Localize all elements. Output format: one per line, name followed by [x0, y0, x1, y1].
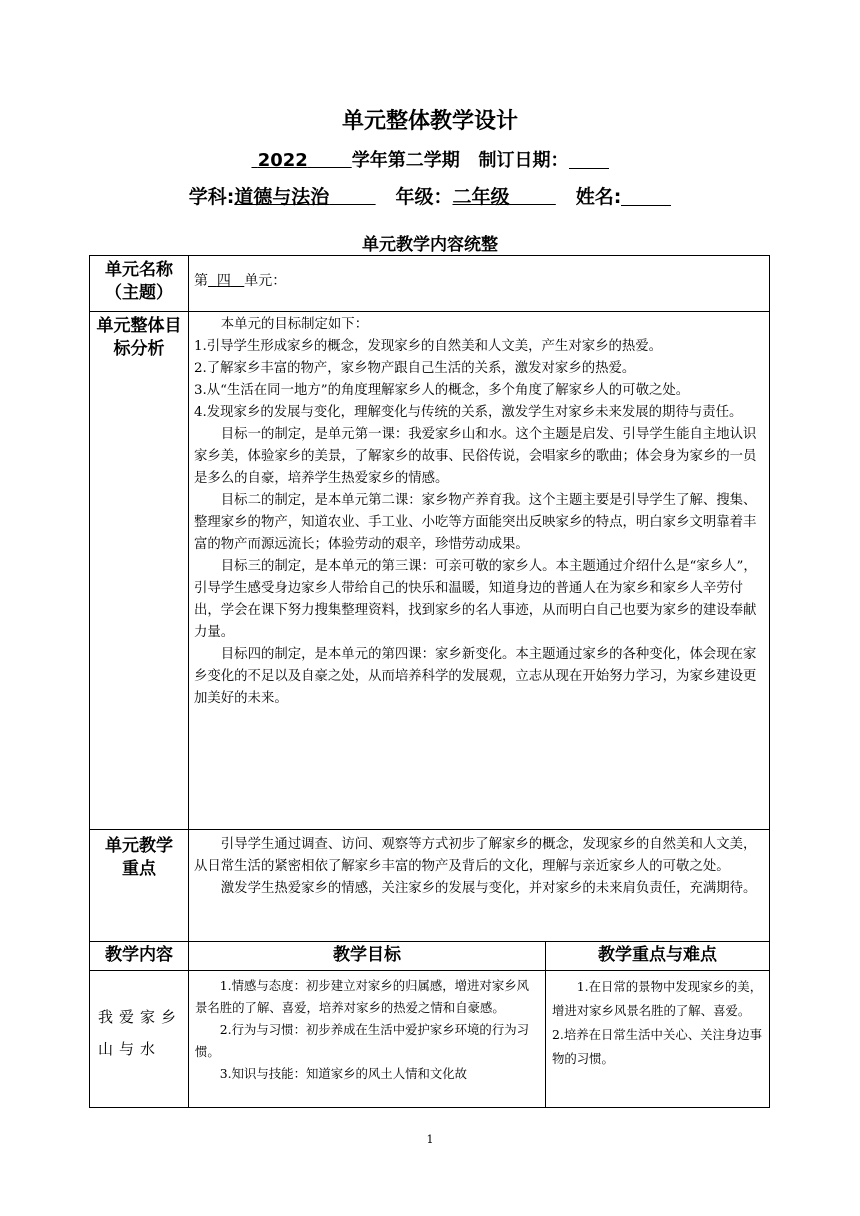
header-goals: 教学目标 [189, 942, 546, 970]
grade-value: 二年级 [452, 186, 510, 208]
table-row [90, 970, 769, 1107]
lesson-focus-item: 2.培养在日常生活中关心、关注身边事物的习惯。 [552, 1027, 763, 1066]
goal-paragraph: 目标二的制定，是本单元第二课：家乡物产养育我。这个主题主要是引导学生了解、搜集、整理家乡的物产，知道农业、手工业、小吃等方面能突出反映家乡的特点，明白家乡文明靠着丰富的物产而源远流长；体验劳动的艰辛，珍惜劳动成果。 [194, 493, 757, 552]
lesson-focus [546, 971, 769, 1107]
unit-name-value: 第 四 单元： [194, 273, 287, 289]
goal-paragraph: 1.引导学生形成家乡的概念，发现家乡的自然美和人文美，产生对家乡的热爱。 [194, 339, 663, 354]
grade-label: 年级： [395, 186, 453, 208]
lesson-goal-item: 2.行为与习惯：初步养成在生活中爱护家乡环境的行为习惯。 [195, 1022, 529, 1059]
goal-paragraph: 2.了解家乡丰富的物产，家乡物产跟自己生活的关系，激发对家乡的热爱。 [194, 361, 636, 376]
goal-paragraph: 3.从“生活在同一地方”的角度理解家乡人的概念，多个角度了解家乡人的可敬之处。 [194, 383, 690, 398]
semester-line [0, 146, 860, 172]
header-focus: 教学重点与难点 [598, 945, 717, 965]
document-title: 单元整体教学设计 [341, 109, 518, 134]
unit-name-row [90, 256, 769, 311]
unit-focus-text [189, 830, 769, 941]
semester-label: 学年第二学期 [351, 150, 460, 171]
lesson-focus-item: 1.在日常的景物中发现家乡的美，增进对家乡风景名胜的了解、喜爱。 [552, 979, 763, 1018]
goal-paragraph: 4.发现家乡的发展与变化，理解变化与传统的关系，激发学生对家乡未来发展的期待与责任。 [194, 405, 743, 420]
lesson-goals [189, 971, 546, 1107]
date-label: 制订日期： [478, 150, 569, 171]
goal-paragraph: 目标四的制定，是本单元的第四课：家乡新变化。本主题通过家乡的各种变化，体会现在家乡变化的不足以及自豪之处，从而培养科学的发展观，立志从现在开始努力学习，为家乡建设更加美好的未来。 [194, 647, 757, 706]
subject-label: 学科: [188, 186, 235, 208]
goal-paragraph: 目标一的制定，是单元第一课：我爱家乡山和水。这个主题是启发、引导学生能自主地认识家乡美，体验家乡的美景，了解家乡的故事、民俗传说，会唱家乡的歌曲；体会身为家乡的一员是多么的自豪，培养学生热爱家乡的情感。 [194, 427, 757, 486]
goal-paragraph: 本单元的目标制定如下： [220, 317, 369, 332]
unit-goals-label: 单元整体目标分析 [90, 312, 189, 829]
name-label: 姓名: [575, 186, 622, 208]
lesson-content: 我爱家乡山与水 [90, 971, 189, 1107]
name-blank [621, 187, 671, 206]
lesson-goal-item: 1.情感与态度：初步建立对家乡的归属感，增进对家乡风景名胜的了解、喜爱，培养对家乡的热爱之情和自豪感。 [195, 978, 529, 1015]
section-title: 单元教学内容统整 [362, 235, 498, 255]
focus-paragraph: 激发学生热爱家乡的情感，关注家乡的发展与变化，并对家乡的未来肩负责任，充满期待。 [220, 881, 757, 896]
subject-line [0, 182, 860, 209]
unit-goals-text [189, 312, 769, 829]
subject-value: 道德与法治 [234, 186, 330, 208]
header-content: 教学内容 [90, 942, 189, 970]
unit-name-label: 单元名称（主题） [90, 256, 189, 311]
date-blank [569, 150, 609, 169]
lesson-goal-item: 3.知识与技能：知道家乡的风土人情和文化故 [219, 1066, 468, 1081]
focus-paragraph: 引导学生通过调查、访问、观察等方式初步了解家乡的概念，发现家乡的自然美和人文美，从日常生活的紧密相依了解家乡丰富的物产及背后的文化，理解与亲近家乡人的可敬之处。 [194, 837, 757, 874]
year-value: 2022 [257, 150, 308, 171]
content-table-header [90, 941, 769, 970]
unit-table [89, 255, 770, 1108]
unit-focus-label: 单元教学重点 [90, 830, 189, 941]
unit-goals-row [90, 311, 769, 829]
unit-focus-row [90, 829, 769, 941]
page-number: 1 [426, 1133, 434, 1146]
goal-paragraph: 目标三的制定，是本单元的第三课：可亲可敬的家乡人。本主题通过介绍什么是“家乡人”，引导学生感受身边家乡人带给自己的快乐和温暖，知道身边的普通人在为家乡和家乡人辛劳付出，学会在课下努力搜集整理资料，找到家乡的名人事迹，从而明白自己也要为家乡的建设奉献力量。 [194, 559, 757, 640]
